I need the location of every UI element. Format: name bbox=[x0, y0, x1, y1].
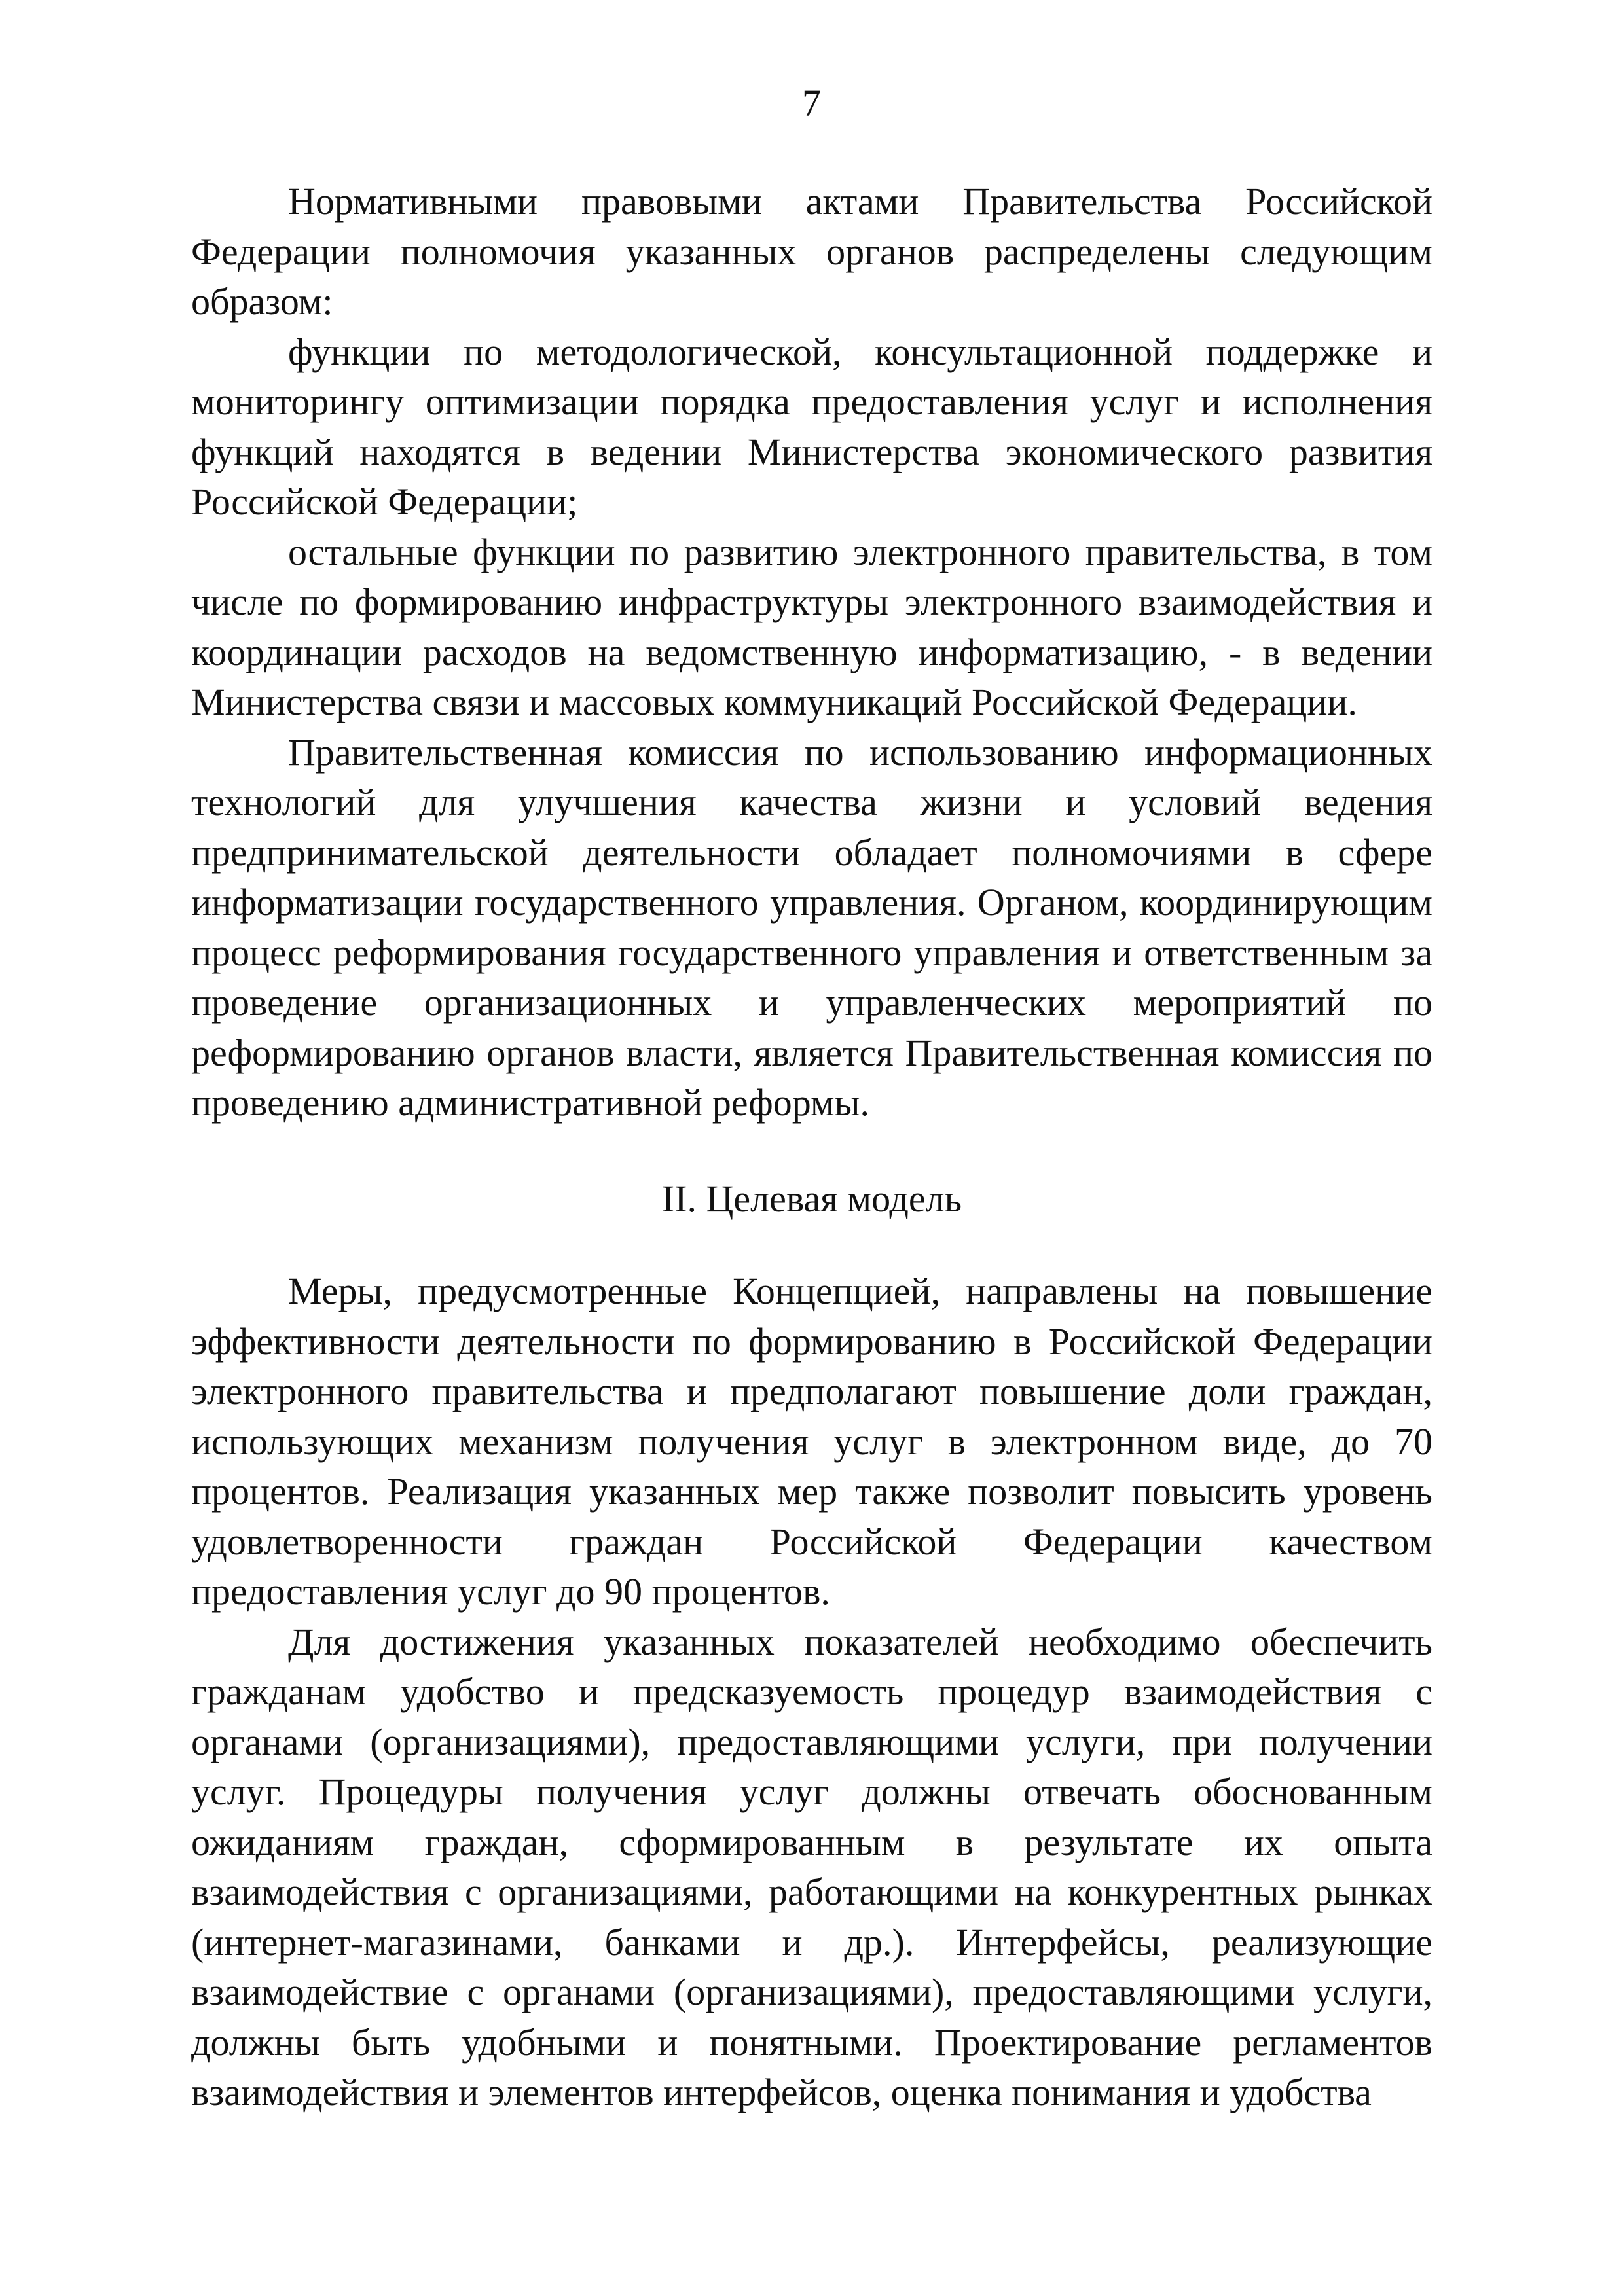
document-body bbox=[191, 177, 1432, 2118]
paragraph-economic-ministry-functions: функции по методологической, консультационной поддержке и мониторингу оптимизации порядка предоставления услуг и исполнения функций находятся в ведении Министерства экономического развития Российской Федерации; bbox=[191, 330, 1432, 523]
page-number: 7 bbox=[802, 82, 821, 124]
paragraph-achievement-requirements: Для достижения указанных показателей необходимо обеспечить гражданам удобство и предсказуемость процедур взаимодействия с органами (организациями), предоставляющими услуги, при получении услуг. Процедуры получения услуг должны отвечать обоснованным ожиданиям граждан, сформированным в результате их опыта взаимодействия с организациями, работающими на конкурентных рынках (интернет-магазинами, банками и др.). Интерфейсы, реализующие взаимодействие с органами (организациями), предоставляющими услуги, должны быть удобными и понятными. Проектирование регламентов взаимодействия и элементов интерфейсов, оценка понимания и удобства bbox=[191, 1620, 1432, 2113]
paragraph-authority-distribution: Нормативными правовыми актами Правительства Российской Федерации полномочия указанных органов распределены следующим образом: bbox=[191, 180, 1432, 323]
paragraph-communications-ministry-functions: остальные функции по развитию электронного правительства, в том числе по формированию инфраструктуры электронного взаимодействия и координации расходов на ведомственную информатизацию, - в ведении Министерства связи и массовых коммуникаций Российской Федерации. bbox=[191, 530, 1432, 723]
section-heading: II. Целевая модель bbox=[661, 1177, 962, 1220]
paragraph-government-commission: Правительственная комиссия по использованию информационных технологий для улучшения качества жизни и условий ведения предпринимательской деятельности обладает полномочиями в сфере информатизации государственного управления. Органом, координирующим процесс реформирования государственного управления и ответственным за проведение организационных и управленческих мероприятий по реформированию органов власти, является Правительственная комиссия по проведению административной реформы. bbox=[191, 730, 1432, 1124]
paragraph-target-measures: Меры, предусмотренные Концепцией, направлены на повышение эффективности деятельности по формированию в Российской Федерации электронного правительства и предполагают повышение доли граждан, использующих механизм получения услуг в электронном виде, до 70 процентов. Реализация указанных мер также позволит повысить уровень удовлетворенности граждан Российской Федерации качеством предоставления услуг до 90 процентов. bbox=[191, 1270, 1432, 1613]
